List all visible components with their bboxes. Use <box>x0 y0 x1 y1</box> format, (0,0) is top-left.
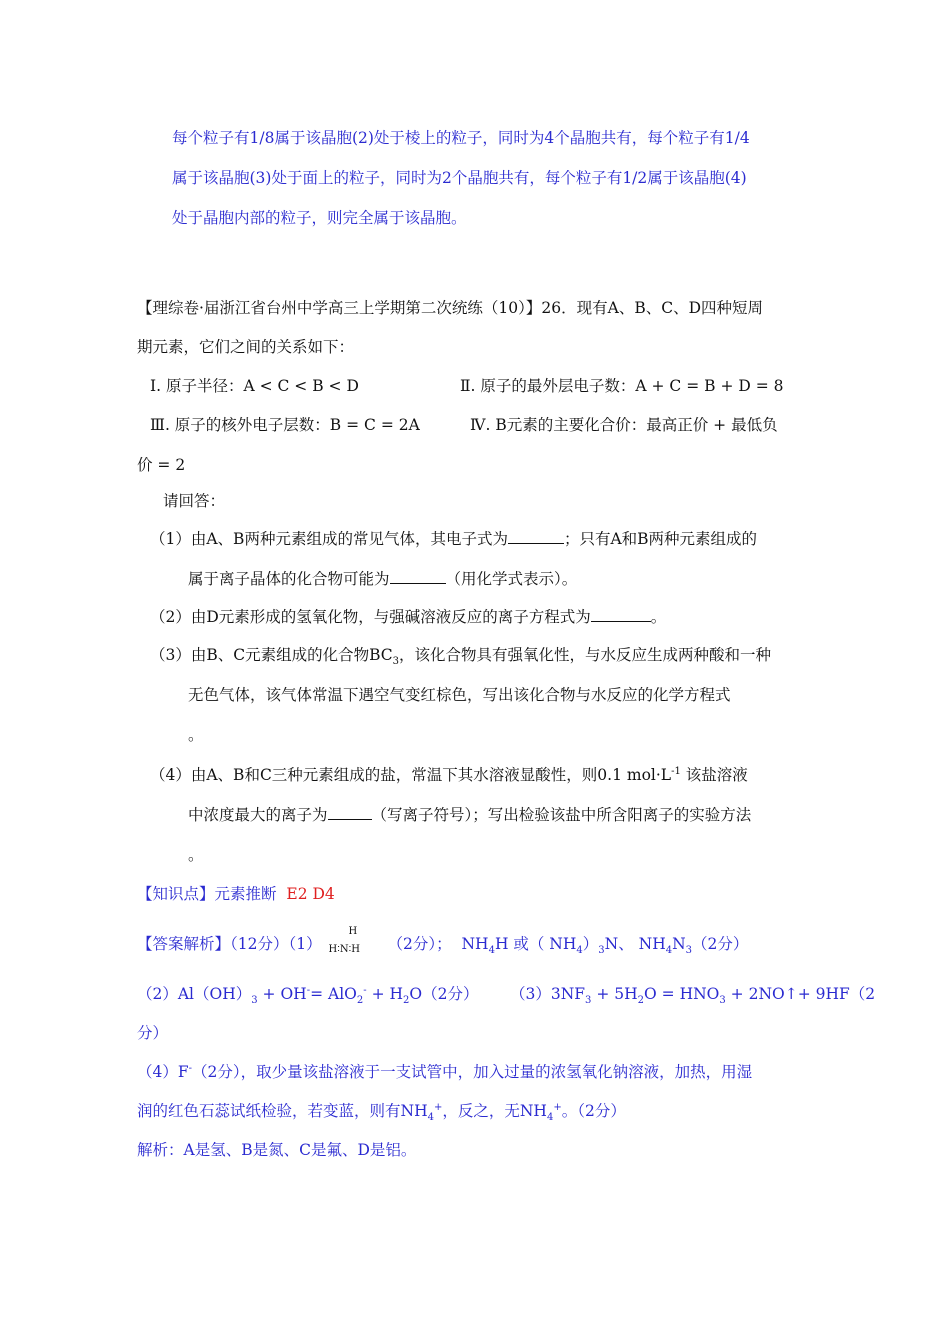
answer-2-d: + H <box>366 985 403 1003</box>
question-1-text-c: 属于离子晶体的化合物可能为 <box>188 570 390 588</box>
answer-formula-d: N、 NH <box>604 935 666 953</box>
answer-label: 【答案解析】 <box>137 935 231 953</box>
question-1-text-b: ；只有A和B两种元素组成的 <box>563 530 758 548</box>
question-4-line-2 <box>188 803 751 825</box>
answer-3-a: （3）3NF <box>510 985 586 1003</box>
question-4-text-c: 中浓度最大的离子为 <box>188 806 328 824</box>
answer-4-b: （2分），取少量该盐溶液于一支试管中，加入过量的浓氢氧化钠溶液，加热，用湿 <box>192 1063 753 1081</box>
knowledge-point <box>137 882 335 904</box>
electron-formula-top-h: H <box>348 926 358 937</box>
answer-3-d: + 2NO↑+ 9HF（2 <box>725 985 876 1003</box>
condition-2: Ⅱ. 原子的最外层电子数：A + C = B + D = 8 <box>460 377 784 395</box>
answer-blank-2[interactable] <box>390 569 446 584</box>
question-1-line-2 <box>188 567 577 589</box>
answer-5-sub-2: 4 <box>546 1112 554 1124</box>
question-2 <box>150 605 666 627</box>
answer-5-b: ，反之，无NH <box>442 1102 547 1120</box>
answer-2-sub-3: 2 <box>403 995 410 1007</box>
answer-5-sup-2: + <box>553 1101 562 1113</box>
answer-line-3 <box>510 982 875 1006</box>
answer-2-b: + OH <box>257 985 307 1003</box>
question-3-text-b: ，该化合物具有强氧化性，与水反应生成两种酸和一种 <box>399 646 772 664</box>
answer-blank-1[interactable] <box>508 529 564 544</box>
answer-3-sub-3: 3 <box>719 995 726 1007</box>
question-2-text-b: 。 <box>650 608 667 626</box>
answer-3-b: + 5H <box>591 985 638 1003</box>
answer-3-sub-2: 2 <box>637 995 645 1007</box>
answer-part-1-score: （2分）； <box>387 935 452 953</box>
question-1-line-1 <box>150 527 757 549</box>
analysis-line: 解析：A是氢、B是氮、C是氟、D是铝。 <box>137 1141 417 1159</box>
answer-2-sup-2: - <box>363 984 367 996</box>
answer-formula-a: NH <box>461 935 489 953</box>
answer-3-c: O = HNO <box>644 985 720 1003</box>
question-1-text-d: （用化学式表示）。 <box>445 570 578 588</box>
sub-c: 3 <box>598 945 605 957</box>
sub-e: 3 <box>685 945 693 957</box>
answer-line-2 <box>137 982 478 1006</box>
knowledge-label: 【知识点】 <box>137 885 215 903</box>
answer-formula-b: H 或（ NH <box>494 935 577 953</box>
top-line-2: 属于该晶胞(3)处于面上的粒子，同时为2个晶胞共有，每个粒子有1/2属于该晶胞(4) <box>172 169 747 187</box>
answer-4-sup: - <box>188 1062 193 1074</box>
question-3-subscript: 3 <box>392 656 400 668</box>
answer-4-a: （4）F <box>137 1063 189 1081</box>
question-3-line-1 <box>150 643 771 667</box>
condition-1: Ⅰ. 原子半径：A < C < B < D <box>150 377 359 395</box>
answer-line-4 <box>137 1060 752 1082</box>
question-4-text-a: （4）由A、B和C三种元素组成的盐，常温下其水溶液显酸性，则0.1 mol·L <box>150 766 672 784</box>
answer-line-1 <box>137 926 749 960</box>
question-3-text-a: （3）由B、C元素组成的化合物BC <box>150 646 393 664</box>
answer-5-sub-1: 4 <box>427 1112 434 1124</box>
question-4-text-d: （写离子符号）；写出检验该盐中所含阳离子的实验方法 <box>371 806 752 824</box>
sub-b: 4 <box>576 945 583 957</box>
answer-3-sub-1: 3 <box>585 995 592 1007</box>
answer-2-sub-2: 2 <box>356 995 364 1007</box>
electron-formula-main: H∶N∶H <box>328 944 360 955</box>
answer-5-c: 。（2分） <box>561 1102 626 1120</box>
answer-2-a: （2）Al（OH） <box>137 985 252 1003</box>
sub-d: 4 <box>665 945 673 957</box>
answer-formula-e: N <box>672 935 686 953</box>
answer-2-e: O（2分） <box>409 985 479 1003</box>
top-line-3: 处于晶胞内部的粒子，则完全属于该晶胞。 <box>172 209 467 227</box>
question-1-text-a: （1）由A、B两种元素组成的常见气体，其电子式为 <box>150 530 508 548</box>
condition-4-continued: 价 = 2 <box>137 456 186 474</box>
answer-blank-3[interactable] <box>591 607 651 622</box>
answer-formula-score: （2分） <box>692 935 749 953</box>
electron-formula <box>327 926 383 960</box>
answer-2-c: = AlO <box>310 985 357 1003</box>
question-header-line-1: 【理综卷·届浙江省台州中学高三上学期第二次统练（10）】26．现有A、B、C、D四种短周 <box>137 299 763 317</box>
answer-2-sup-1: - <box>306 984 311 996</box>
answer-line-5 <box>137 1099 626 1123</box>
answer-2-sub-1: 3 <box>251 995 258 1007</box>
question-4-superscript: -1 <box>671 765 681 777</box>
prompt-text: 请回答： <box>163 492 226 510</box>
condition-3: Ⅲ. 原子的核外电子层数：B = C = 2A <box>150 416 420 434</box>
question-header-line-2: 期元素，它们之间的关系如下： <box>137 338 355 356</box>
answer-formula-c: ） <box>582 935 599 953</box>
answer-5-sup-1: + <box>433 1101 443 1113</box>
sub-a: 4 <box>488 945 495 957</box>
answer-line-3-continued: 分） <box>137 1024 169 1042</box>
question-3-line-2: 无色气体，该气体常温下遇空气变红棕色，写出该化合物与水反应的化学方程式 <box>188 686 731 704</box>
question-3-line-3: 。 <box>188 726 204 744</box>
top-line-1: 每个粒子有1/8属于该晶胞(2)处于棱上的粒子，同时为4个晶胞共有，每个粒子有1/4 <box>172 129 750 147</box>
condition-4: Ⅳ. B元素的主要化合价：最高正价 + 最低负 <box>470 416 778 434</box>
question-4-line-3: 。 <box>188 846 204 864</box>
knowledge-topic: 元素推断 <box>214 885 277 903</box>
question-2-text-a: （2）由D元素形成的氢氧化物，与强碱溶液反应的离子方程式为 <box>150 608 591 626</box>
question-4-text-b: 该盐溶液 <box>680 766 748 784</box>
answer-part-1: （12分）（1） <box>230 935 322 953</box>
answer-5-a: 润的红色石蕊试纸检验，若变蓝，则有NH <box>137 1102 428 1120</box>
answer-blank-4[interactable] <box>328 805 372 820</box>
knowledge-codes: E2 D4 <box>286 885 335 903</box>
question-4-line-1 <box>150 763 748 785</box>
